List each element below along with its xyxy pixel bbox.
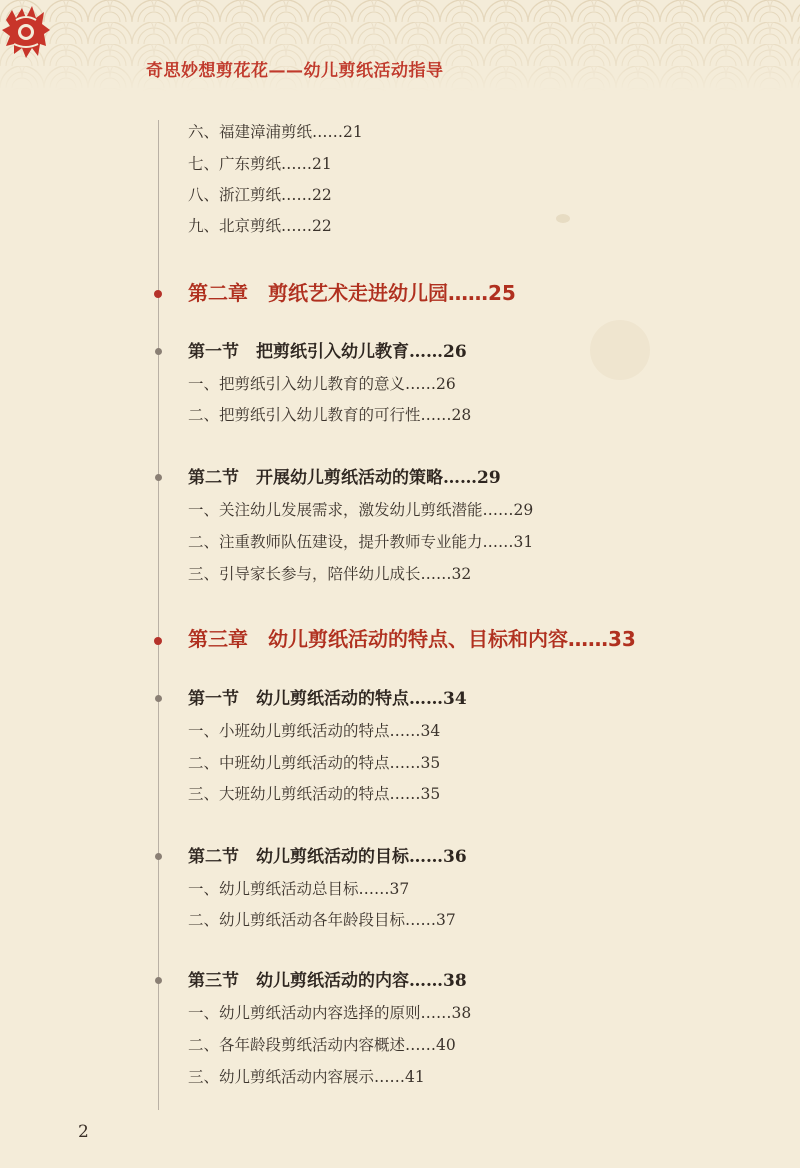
toc-section: 第三节 幼儿剪纸活动的内容……38	[188, 971, 467, 991]
toc-item: 一、把剪纸引入幼儿教育的意义……26	[188, 375, 456, 393]
toc-item: 二、把剪纸引入幼儿教育的可行性……28	[188, 406, 472, 424]
toc-item: 三、大班幼儿剪纸活动的特点……35	[188, 785, 441, 803]
toc-section: 第二节 开展幼儿剪纸活动的策略……29	[188, 468, 501, 488]
toc-chapter: 第二章 剪纸艺术走进幼儿园……25	[188, 281, 516, 305]
toc-item: 二、注重教师队伍建设，提升教师专业能力……31	[188, 533, 534, 551]
toc-item: 八、浙江剪纸……22	[188, 186, 332, 204]
toc-item: 六、福建漳浦剪纸……21	[188, 123, 363, 141]
section-bullet	[155, 977, 162, 984]
toc-item: 一、幼儿剪纸活动内容选择的原则……38	[188, 1004, 472, 1022]
toc-item: 一、关注幼儿发展需求，激发幼儿剪纸潜能……29	[188, 501, 534, 519]
toc-item: 二、各年龄段剪纸活动内容概述……40	[188, 1036, 456, 1054]
page-number: 2	[78, 1122, 89, 1142]
toc-item: 三、引导家长参与，陪伴幼儿成长……32	[188, 565, 472, 583]
toc-timeline-line	[158, 120, 159, 1110]
wave-pattern-decoration	[0, 0, 800, 100]
toc-section: 第二节 幼儿剪纸活动的目标……36	[188, 847, 467, 867]
section-bullet	[155, 853, 162, 860]
toc-item: 三、幼儿剪纸活动内容展示……41	[188, 1068, 425, 1086]
toc-item: 一、幼儿剪纸活动总目标……37	[188, 880, 410, 898]
paper-cut-ox-icon	[0, 0, 56, 62]
book-title: 奇思妙想剪花花——幼儿剪纸活动指导	[146, 61, 444, 81]
chapter-bullet	[154, 290, 162, 298]
toc-section: 第一节 幼儿剪纸活动的特点……34	[188, 689, 467, 709]
toc-item: 二、中班幼儿剪纸活动的特点……35	[188, 754, 441, 772]
paper-stain	[590, 320, 650, 380]
toc-item: 九、北京剪纸……22	[188, 217, 332, 235]
section-bullet	[155, 348, 162, 355]
chapter-bullet	[154, 637, 162, 645]
page-header	[0, 0, 800, 100]
paper-stain	[556, 214, 570, 223]
toc-chapter: 第三章 幼儿剪纸活动的特点、目标和内容……33	[188, 627, 636, 651]
toc-item: 七、广东剪纸……21	[188, 155, 332, 173]
toc-section: 第一节 把剪纸引入幼儿教育……26	[188, 342, 467, 362]
section-bullet	[155, 695, 162, 702]
section-bullet	[155, 474, 162, 481]
toc-item: 一、小班幼儿剪纸活动的特点……34	[188, 722, 441, 740]
toc-item: 二、幼儿剪纸活动各年龄段目标……37	[188, 911, 456, 929]
